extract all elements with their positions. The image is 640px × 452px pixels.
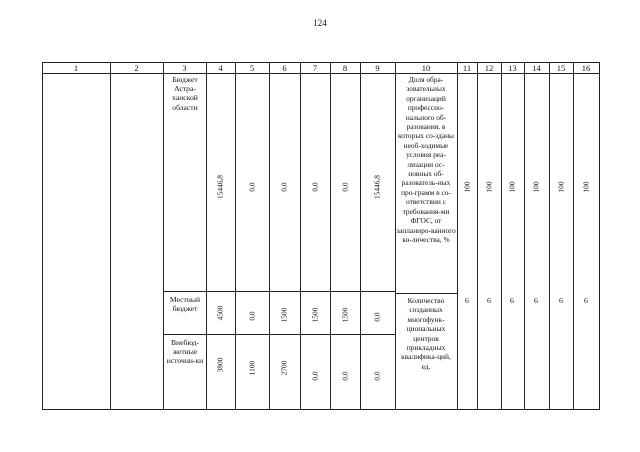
header-cell: 1: [73, 63, 79, 73]
header-cell: 8: [342, 63, 348, 73]
target-cell: 6: [534, 296, 538, 305]
header-cell: 3: [182, 63, 187, 73]
amount-cell: 2700: [279, 360, 289, 376]
header-cell: 16: [581, 63, 591, 73]
header-cell: 14: [532, 63, 541, 73]
header-cell: 6: [282, 63, 287, 73]
target-cell: 6: [487, 296, 491, 305]
col-border: [360, 62, 361, 410]
funding-source-extrabudgetary: Внебюд-жетные источни-ки: [166, 338, 204, 366]
funding-source-local: Местный бюджет: [169, 295, 201, 314]
header-cell: 10: [421, 63, 431, 73]
header-cell: 9: [375, 63, 380, 73]
amount-cell: 1500: [279, 307, 289, 323]
col-border: [599, 62, 600, 410]
col-border: [110, 62, 111, 410]
header-cell: 11: [462, 63, 472, 73]
amount-cell: 0,0: [310, 182, 320, 192]
amount-cell: 15446,8: [215, 174, 225, 200]
target-cell: 6: [584, 296, 588, 305]
amount-cell: 0,0: [372, 312, 382, 322]
target-cell: 100: [556, 181, 566, 193]
amount-cell: 0,0: [340, 371, 350, 381]
amount-cell: 0,0: [247, 182, 257, 192]
indicator-description: Количество созданных многофунк-циональных центров прикладных квалифика-ций, ед.: [401, 296, 451, 371]
col-border: [330, 62, 331, 410]
col-border: [42, 62, 43, 410]
header-cell: 15: [556, 63, 566, 73]
header-row-divider: [42, 73, 599, 74]
funding-source-regional: Бюджет Астра-ханской области: [172, 75, 198, 112]
amount-cell: 3800: [215, 357, 225, 373]
header-cell: 12: [484, 63, 494, 73]
target-cell: 100: [581, 181, 591, 193]
header-cell: 4: [218, 63, 223, 73]
indicator-description: Доля обра-зовательных организаций профессио-нального об-разования, в которых со-зданы необ-ходимые условия реа-лизации ос-новных об-разователь-ных про-грамм в со-ответствии с требования-ми ФГОС, от запланиро-ванного ко-личества, %: [396, 75, 456, 244]
table-border-bottom: [42, 409, 599, 410]
amount-cell: 0,0: [247, 311, 257, 321]
amount-cell: 1500: [340, 307, 350, 323]
col-border: [269, 62, 270, 410]
target-cell: 6: [510, 296, 514, 305]
row-divider: [395, 293, 457, 294]
header-cell: 5: [249, 63, 255, 73]
header-cell: 7: [312, 63, 318, 73]
col-border: [573, 62, 574, 410]
amount-cell: 4500: [215, 305, 225, 321]
target-cell: 6: [559, 296, 563, 305]
amount-cell: 15446,8: [372, 174, 382, 200]
amount-cell: 1500: [310, 307, 320, 323]
col-border: [477, 62, 478, 410]
header-cell: 2: [134, 63, 139, 73]
target-cell: 100: [531, 181, 541, 193]
amount-cell: 0,0: [372, 371, 382, 381]
target-cell: 6: [465, 296, 469, 305]
amount-cell: 1100: [247, 360, 257, 376]
target-cell: 100: [507, 181, 517, 193]
amount-cell: 0,0: [340, 182, 350, 192]
col-border: [524, 62, 525, 410]
target-cell: 100: [484, 181, 494, 193]
col-border: [300, 62, 301, 410]
col-border: [501, 62, 502, 410]
col-border: [235, 62, 236, 410]
col-border: [163, 62, 164, 410]
col-border: [549, 62, 550, 410]
amount-cell: 0,0: [279, 182, 289, 192]
col-border: [457, 62, 458, 410]
amount-cell: 0,0: [310, 371, 320, 381]
page-number: 124: [313, 18, 327, 28]
target-cell: 100: [462, 181, 472, 193]
header-cell: 13: [508, 63, 517, 73]
col-border: [206, 62, 207, 410]
